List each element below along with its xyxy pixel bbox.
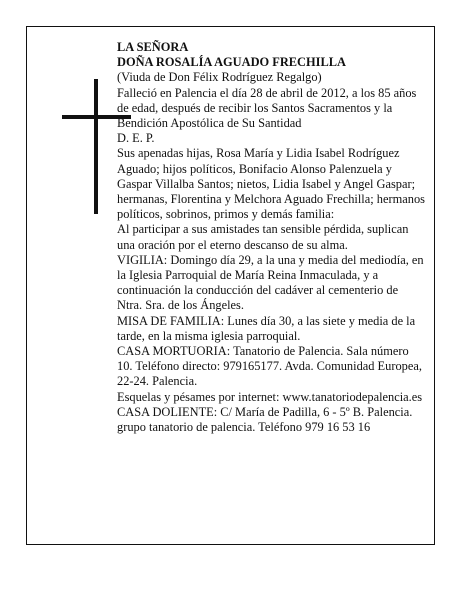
deceased-name: DOÑA ROSALÍA AGUADO FRECHILLA (117, 55, 346, 70)
family-mass-info: MISA DE FAMILIA: Lunes día 30, a las siete y media de la tarde, en la misma iglesia parroquial. (117, 313, 416, 343)
obituary-text (117, 40, 425, 435)
footer-contact: grupo tanatorio de palencia. Teléfono 979 16 53 16 (117, 420, 371, 435)
family-members: Sus apenadas hijas, Rosa María y Lidia Isabel Rodríguez Aguado; hijos políticos, Bonifacio Alonso Palenzuela y Gaspar Villalba Santos; nietos, Lidia Isabel y Angel Gaspar; hermanas, Florentina y Melchora Aguado Frechilla; hermanos políticos, sobrinos, primos y demás familia: (117, 146, 425, 222)
death-notice: Falleció en Palencia el día 28 de abril de 2012, a los 85 años de edad, después de recibir los Santos Sacramentos y la Bendición Apostólica de Su Santidad (117, 85, 417, 131)
condolences-info: Esquelas y pésames por internet: www.tanatoriodepalencia.es (117, 389, 423, 404)
widow-of-line: (Viuda de Don Félix Rodríguez Regalgo) (117, 70, 322, 85)
prayer-request: Al participar a sus amistades tan sensible pérdida, suplican una oración por el eterno descanso de su alma. (117, 222, 409, 252)
funeral-home-info: CASA MORTUORIA: Tanatorio de Palencia. Sala número 10. Teléfono directo: 979165177. Avda. Comunidad Europea, 22-24. Palencia. (117, 344, 422, 389)
cross-icon (94, 79, 98, 214)
mourning-house-info: CASA DOLIENTE: C/ María de Padilla, 6 - 5º B. Palencia. (117, 404, 413, 419)
vigil-info: VIGILIA: Domingo día 29, a la una y media del mediodía, en la Iglesia Parroquial de María Reina Inmaculada, y a continuación la conducción del cadáver al cementerio de Ntra. Sra. de los Ángeles. (117, 252, 424, 313)
title-line-1: LA SEÑORA (117, 40, 189, 54)
rip-line: D. E. P. (117, 131, 155, 146)
